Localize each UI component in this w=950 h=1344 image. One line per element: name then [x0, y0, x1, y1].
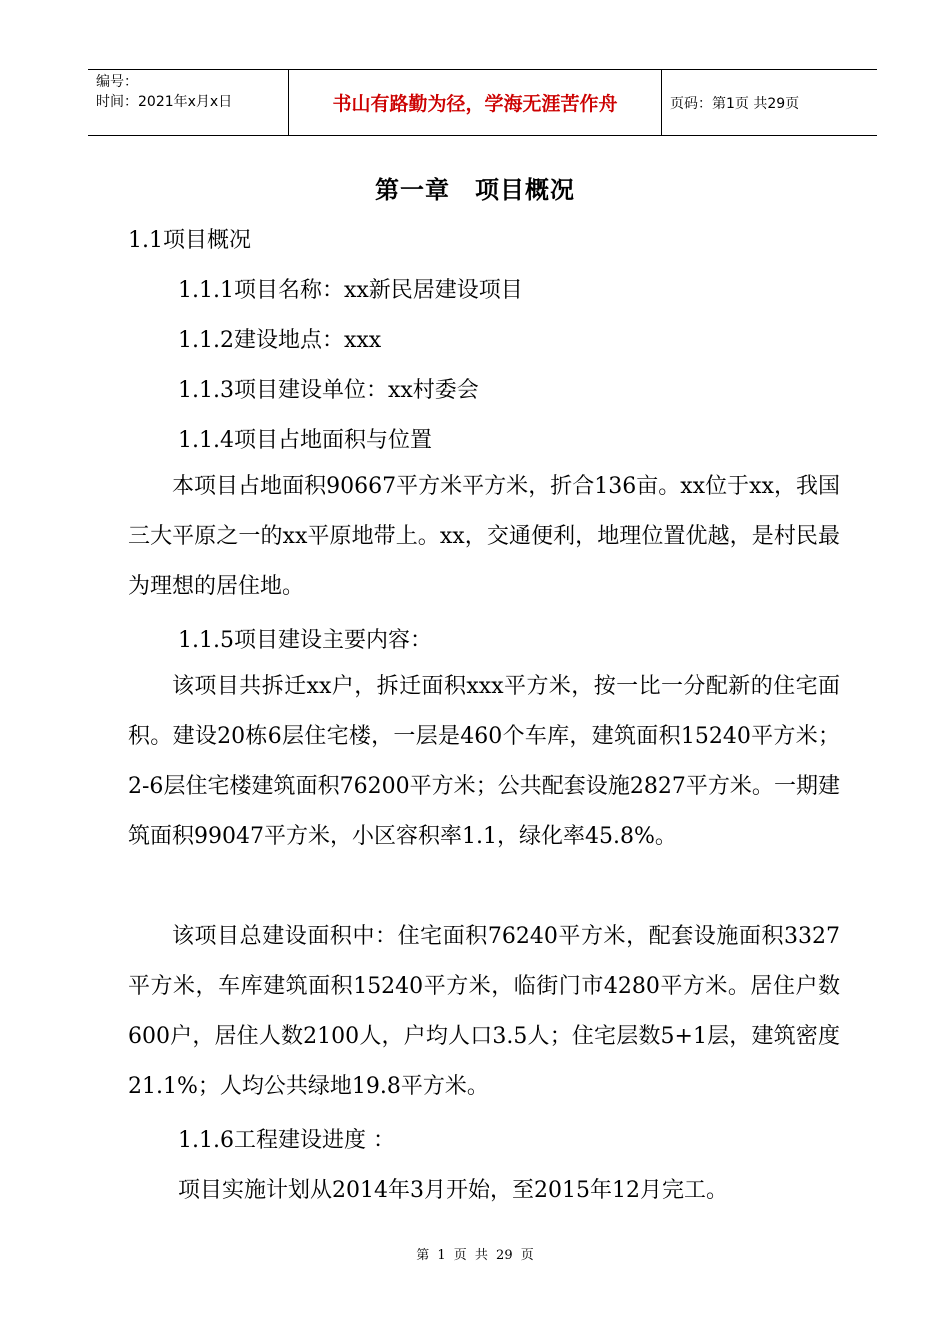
page-label: 页码：第1页 共29页: [670, 95, 800, 112]
paragraph-schedule: 项目实施计划从2014年3月开始，至2015年12月完工。: [178, 1178, 728, 1203]
chapter-title: 第一章 项目概况: [375, 176, 575, 204]
section-heading-1-1-4: 1.1.4项目占地面积与位置: [178, 428, 432, 453]
time-label: 时间：2021年x月x日: [96, 94, 233, 110]
paragraph-content-1: [128, 662, 840, 862]
paragraph-area-text: 本项目占地面积90667平方米平方米，折合136亩。xx位于xx，我国三大平原之一的xx平原地带上。xx，交通便利，地理位置优越，是村民最为理想的居住地。: [128, 474, 840, 599]
paragraph-content-1-text: 该项目共拆迁xx户，拆迁面积xxx平方米，按一比一分配新的住宅面积。建设20栋6层住宅楼，一层是460个车库，建筑面积15240平方米；2-6层住宅楼建筑面积76200平方米；公共配套设施2827平方米。一期建筑面积99047平方米，小区容积率1.1，绿化率45.8%。: [128, 674, 840, 849]
section-heading-1-1-3: 1.1.3项目建设单位：xx村委会: [178, 378, 479, 403]
section-heading-1-1-2: 1.1.2建设地点：xxx: [178, 328, 382, 353]
section-heading-1-1-5: 1.1.5项目建设主要内容：: [178, 628, 432, 653]
number-label: 编号：: [96, 74, 138, 90]
section-heading-1-1: 1.1项目概况: [128, 228, 251, 253]
paragraph-content-2: [128, 912, 840, 1112]
motto-text: 书山有路勤为径，学海无涯苦作舟: [332, 93, 618, 115]
document-header: [88, 69, 877, 136]
section-heading-1-1-6: 1.1.6工程建设进度 ：: [178, 1128, 395, 1153]
section-heading-1-1-1: 1.1.1项目名称：xx新民居建设项目: [178, 278, 523, 303]
header-page-cell: [662, 70, 877, 135]
paragraph-area: [128, 462, 840, 612]
header-motto-cell: [288, 70, 662, 135]
page-footer: 第 1 页 共 29 页: [416, 1248, 534, 1263]
header-meta: [88, 70, 288, 135]
paragraph-content-2-text: 该项目总建设面积中：住宅面积76240平方米，配套设施面积3327平方米，车库建筑面积15240平方米，临街门市4280平方米。居住户数600户，居住人数2100人，户均人口3.5人；住宅层数5+1层，建筑密度21.1%；人均公共绿地19.8平方米。: [128, 924, 840, 1099]
